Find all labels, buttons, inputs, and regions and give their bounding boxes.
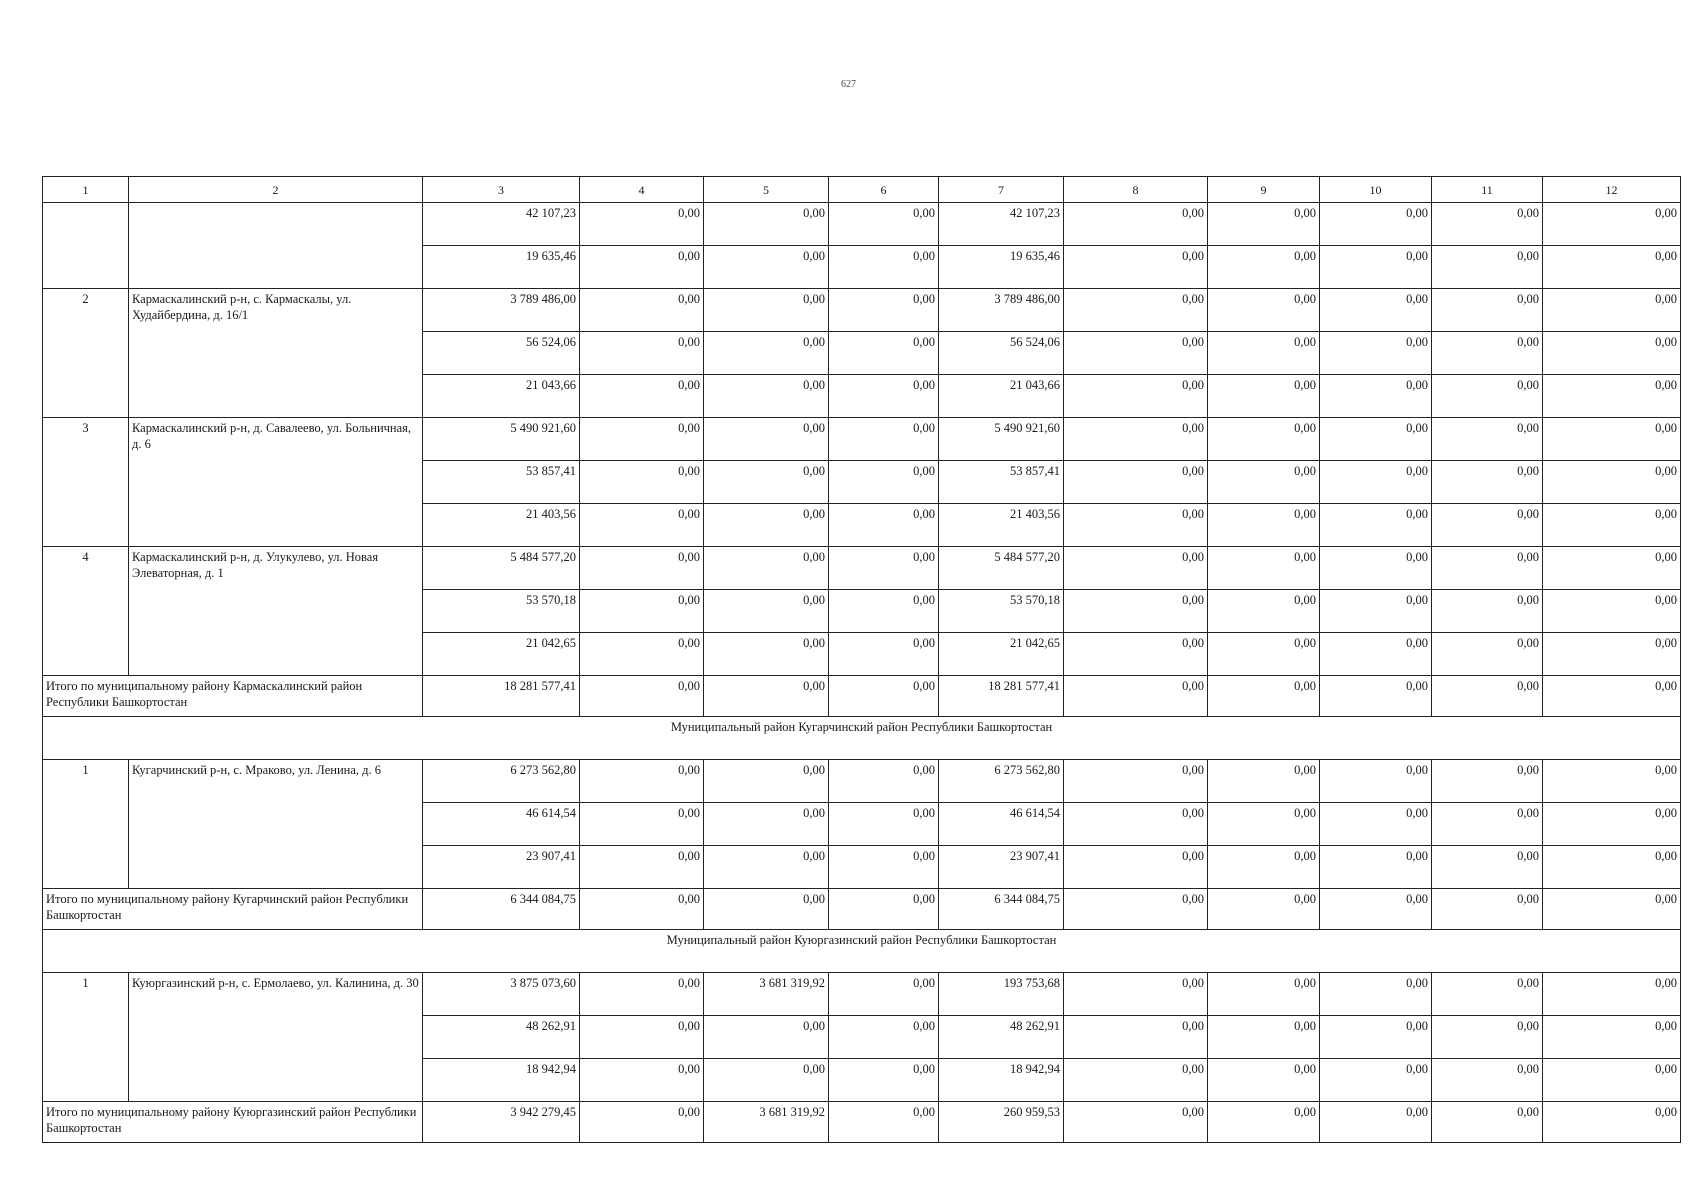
value-cell: 0,00 [580, 1016, 704, 1059]
value-cell: 19 635,46 [939, 246, 1064, 289]
value-cell: 0,00 [1432, 760, 1543, 803]
total-value-cell: 0,00 [1432, 889, 1543, 930]
value-cell: 0,00 [1208, 547, 1320, 590]
value-cell: 56 524,06 [939, 332, 1064, 375]
total-value-cell: 0,00 [1064, 889, 1208, 930]
value-cell: 21 042,65 [939, 633, 1064, 676]
value-cell: 0,00 [829, 375, 939, 418]
value-cell: 0,00 [829, 1059, 939, 1102]
value-cell: 0,00 [1320, 203, 1432, 246]
value-cell: 0,00 [829, 504, 939, 547]
value-cell: 0,00 [1432, 1059, 1543, 1102]
column-header: 11 [1432, 177, 1543, 203]
column-header: 7 [939, 177, 1064, 203]
value-cell: 0,00 [1064, 590, 1208, 633]
value-cell: 193 753,68 [939, 973, 1064, 1016]
value-cell: 0,00 [1320, 633, 1432, 676]
total-value-cell: 0,00 [1543, 1102, 1681, 1143]
total-value-cell: 0,00 [1543, 889, 1681, 930]
value-cell: 0,00 [1064, 547, 1208, 590]
value-cell: 0,00 [1208, 203, 1320, 246]
value-cell: 0,00 [704, 246, 829, 289]
value-cell: 0,00 [1064, 289, 1208, 332]
value-cell: 48 262,91 [423, 1016, 580, 1059]
value-cell: 0,00 [1064, 246, 1208, 289]
value-cell: 0,00 [704, 846, 829, 889]
table-row [43, 203, 1681, 246]
value-cell: 53 570,18 [939, 590, 1064, 633]
value-cell: 0,00 [829, 332, 939, 375]
value-cell: 0,00 [704, 547, 829, 590]
table-row [43, 547, 1681, 590]
total-value-cell: 3 681 319,92 [704, 1102, 829, 1143]
value-cell: 0,00 [1208, 973, 1320, 1016]
value-cell: 0,00 [829, 418, 939, 461]
value-cell: 0,00 [1432, 973, 1543, 1016]
value-cell: 0,00 [829, 547, 939, 590]
value-cell: 0,00 [704, 590, 829, 633]
column-header: 12 [1543, 177, 1681, 203]
value-cell: 0,00 [1064, 633, 1208, 676]
total-row [43, 676, 1681, 717]
value-cell: 0,00 [1432, 246, 1543, 289]
value-cell: 0,00 [1064, 846, 1208, 889]
value-cell: 0,00 [1064, 1016, 1208, 1059]
address-cell: Кармаскалинский р-н, д. Улукулево, ул. Новая Элеваторная, д. 1 [129, 547, 423, 676]
total-value-cell: 0,00 [704, 676, 829, 717]
value-cell: 0,00 [1543, 289, 1681, 332]
value-cell: 0,00 [1064, 973, 1208, 1016]
value-cell: 3 789 486,00 [939, 289, 1064, 332]
value-cell: 0,00 [704, 504, 829, 547]
value-cell: 0,00 [829, 203, 939, 246]
value-cell: 23 907,41 [423, 846, 580, 889]
section-heading-row [43, 717, 1681, 760]
value-cell: 0,00 [1064, 418, 1208, 461]
total-row [43, 889, 1681, 930]
value-cell: 0,00 [704, 633, 829, 676]
value-cell: 0,00 [1208, 246, 1320, 289]
value-cell: 0,00 [1432, 504, 1543, 547]
value-cell: 46 614,54 [423, 803, 580, 846]
total-value-cell: 0,00 [1064, 676, 1208, 717]
value-cell: 0,00 [580, 590, 704, 633]
value-cell: 0,00 [1320, 547, 1432, 590]
total-label: Итого по муниципальному району Кармаскалинский район Республики Башкортостан [43, 676, 423, 717]
total-value-cell: 0,00 [704, 889, 829, 930]
value-cell: 0,00 [580, 760, 704, 803]
value-cell: 0,00 [829, 461, 939, 504]
value-cell: 0,00 [1320, 1016, 1432, 1059]
value-cell: 5 490 921,60 [939, 418, 1064, 461]
total-value-cell: 0,00 [829, 889, 939, 930]
total-value-cell: 6 344 084,75 [423, 889, 580, 930]
value-cell: 0,00 [580, 633, 704, 676]
value-cell: 0,00 [1320, 289, 1432, 332]
value-cell: 19 635,46 [423, 246, 580, 289]
value-cell: 0,00 [829, 760, 939, 803]
total-value-cell: 0,00 [1320, 889, 1432, 930]
total-label: Итого по муниципальному району Кугарчинский район Республики Башкортостан [43, 889, 423, 930]
total-label: Итого по муниципальному району Куюргазинский район Республики Башкортостан [43, 1102, 423, 1143]
value-cell: 0,00 [1208, 504, 1320, 547]
total-value-cell: 3 942 279,45 [423, 1102, 580, 1143]
value-cell: 0,00 [1064, 461, 1208, 504]
value-cell: 53 857,41 [939, 461, 1064, 504]
value-cell: 0,00 [1432, 633, 1543, 676]
value-cell: 3 681 319,92 [704, 973, 829, 1016]
value-cell: 0,00 [580, 803, 704, 846]
total-value-cell: 0,00 [829, 676, 939, 717]
value-cell: 0,00 [1543, 461, 1681, 504]
total-value-cell: 0,00 [1543, 676, 1681, 717]
total-value-cell: 18 281 577,41 [423, 676, 580, 717]
value-cell: 0,00 [704, 760, 829, 803]
value-cell: 0,00 [829, 846, 939, 889]
value-cell: 0,00 [1208, 375, 1320, 418]
total-value-cell: 0,00 [1208, 1102, 1320, 1143]
value-cell: 0,00 [1432, 375, 1543, 418]
value-cell: 0,00 [1543, 973, 1681, 1016]
column-header: 3 [423, 177, 580, 203]
value-cell: 0,00 [1320, 332, 1432, 375]
column-header-row [43, 177, 1681, 203]
value-cell: 0,00 [1543, 803, 1681, 846]
value-cell: 0,00 [1432, 332, 1543, 375]
value-cell: 0,00 [1208, 1016, 1320, 1059]
total-row [43, 1102, 1681, 1143]
value-cell: 0,00 [1208, 633, 1320, 676]
address-cell [129, 203, 423, 289]
address-cell: Кугарчинский р-н, с. Мраково, ул. Ленина, д. 6 [129, 760, 423, 889]
value-cell: 0,00 [1543, 590, 1681, 633]
value-cell: 0,00 [580, 375, 704, 418]
value-cell: 0,00 [704, 1059, 829, 1102]
value-cell: 0,00 [1320, 760, 1432, 803]
value-cell: 0,00 [1208, 590, 1320, 633]
row-index-cell: 1 [43, 973, 129, 1102]
total-value-cell: 0,00 [829, 1102, 939, 1143]
value-cell: 0,00 [580, 547, 704, 590]
section-heading-row [43, 930, 1681, 973]
column-header: 6 [829, 177, 939, 203]
value-cell: 21 403,56 [423, 504, 580, 547]
value-cell: 0,00 [1432, 547, 1543, 590]
value-cell: 0,00 [1320, 418, 1432, 461]
total-value-cell: 0,00 [1432, 676, 1543, 717]
value-cell: 21 043,66 [423, 375, 580, 418]
value-cell: 0,00 [704, 203, 829, 246]
value-cell: 0,00 [1064, 803, 1208, 846]
table-row [43, 418, 1681, 461]
total-value-cell: 0,00 [1432, 1102, 1543, 1143]
value-cell: 0,00 [1432, 418, 1543, 461]
value-cell: 0,00 [829, 633, 939, 676]
row-index-cell: 4 [43, 547, 129, 676]
value-cell: 0,00 [1064, 203, 1208, 246]
value-cell: 0,00 [1543, 246, 1681, 289]
table-body [43, 177, 1681, 1143]
total-value-cell: 0,00 [580, 676, 704, 717]
value-cell: 5 484 577,20 [939, 547, 1064, 590]
row-index-cell: 3 [43, 418, 129, 547]
value-cell: 18 942,94 [939, 1059, 1064, 1102]
value-cell: 0,00 [1543, 332, 1681, 375]
value-cell: 21 043,66 [939, 375, 1064, 418]
value-cell: 23 907,41 [939, 846, 1064, 889]
table-row [43, 973, 1681, 1016]
value-cell: 0,00 [1064, 332, 1208, 375]
value-cell: 0,00 [1208, 846, 1320, 889]
address-cell: Куюргазинский р-н, с. Ермолаево, ул. Калинина, д. 30 [129, 973, 423, 1102]
value-cell: 0,00 [1543, 547, 1681, 590]
value-cell: 0,00 [1208, 332, 1320, 375]
value-cell: 0,00 [580, 461, 704, 504]
value-cell: 5 490 921,60 [423, 418, 580, 461]
total-value-cell: 0,00 [1208, 676, 1320, 717]
value-cell: 5 484 577,20 [423, 547, 580, 590]
value-cell: 18 942,94 [423, 1059, 580, 1102]
value-cell: 0,00 [1064, 375, 1208, 418]
value-cell: 48 262,91 [939, 1016, 1064, 1059]
value-cell: 0,00 [580, 289, 704, 332]
value-cell: 0,00 [580, 246, 704, 289]
value-cell: 0,00 [704, 418, 829, 461]
value-cell: 0,00 [704, 803, 829, 846]
value-cell: 0,00 [704, 375, 829, 418]
value-cell: 0,00 [1543, 760, 1681, 803]
value-cell: 0,00 [829, 803, 939, 846]
section-title: Муниципальный район Кугарчинский район Республики Башкортостан [43, 717, 1681, 760]
row-index-cell: 1 [43, 760, 129, 889]
value-cell: 0,00 [580, 203, 704, 246]
value-cell: 0,00 [829, 590, 939, 633]
value-cell: 0,00 [1320, 590, 1432, 633]
column-header: 2 [129, 177, 423, 203]
value-cell: 0,00 [1543, 375, 1681, 418]
value-cell: 0,00 [1543, 1016, 1681, 1059]
value-cell: 0,00 [1320, 461, 1432, 504]
value-cell: 0,00 [580, 332, 704, 375]
value-cell: 6 273 562,80 [939, 760, 1064, 803]
value-cell: 53 857,41 [423, 461, 580, 504]
value-cell: 0,00 [829, 289, 939, 332]
total-value-cell: 0,00 [1064, 1102, 1208, 1143]
value-cell: 0,00 [1432, 590, 1543, 633]
value-cell: 0,00 [1432, 461, 1543, 504]
value-cell: 0,00 [1208, 1059, 1320, 1102]
value-cell: 0,00 [1543, 633, 1681, 676]
value-cell: 46 614,54 [939, 803, 1064, 846]
value-cell: 0,00 [1543, 203, 1681, 246]
total-value-cell: 0,00 [1208, 889, 1320, 930]
address-cell: Кармаскалинский р-н, д. Савалеево, ул. Больничная, д. 6 [129, 418, 423, 547]
value-cell: 0,00 [1432, 1016, 1543, 1059]
value-cell: 21 403,56 [939, 504, 1064, 547]
value-cell: 0,00 [829, 1016, 939, 1059]
value-cell: 21 042,65 [423, 633, 580, 676]
value-cell: 0,00 [1432, 203, 1543, 246]
value-cell: 0,00 [1543, 846, 1681, 889]
total-value-cell: 0,00 [580, 1102, 704, 1143]
value-cell: 53 570,18 [423, 590, 580, 633]
value-cell: 0,00 [1064, 1059, 1208, 1102]
value-cell: 42 107,23 [939, 203, 1064, 246]
value-cell: 0,00 [1432, 803, 1543, 846]
value-cell: 0,00 [829, 973, 939, 1016]
value-cell: 6 273 562,80 [423, 760, 580, 803]
total-value-cell: 18 281 577,41 [939, 676, 1064, 717]
value-cell: 0,00 [1543, 1059, 1681, 1102]
value-cell: 0,00 [1432, 846, 1543, 889]
value-cell: 0,00 [1208, 803, 1320, 846]
total-value-cell: 0,00 [1320, 1102, 1432, 1143]
value-cell: 3 789 486,00 [423, 289, 580, 332]
value-cell: 0,00 [1320, 846, 1432, 889]
value-cell: 0,00 [1320, 973, 1432, 1016]
value-cell: 0,00 [829, 246, 939, 289]
total-value-cell: 6 344 084,75 [939, 889, 1064, 930]
value-cell: 0,00 [1064, 760, 1208, 803]
value-cell: 3 875 073,60 [423, 973, 580, 1016]
column-header: 1 [43, 177, 129, 203]
value-cell: 0,00 [704, 289, 829, 332]
value-cell: 0,00 [1543, 504, 1681, 547]
value-cell: 0,00 [1320, 246, 1432, 289]
value-cell: 0,00 [1543, 418, 1681, 461]
value-cell: 42 107,23 [423, 203, 580, 246]
value-cell: 0,00 [1208, 418, 1320, 461]
column-header: 8 [1064, 177, 1208, 203]
value-cell: 0,00 [704, 461, 829, 504]
total-value-cell: 0,00 [580, 889, 704, 930]
value-cell: 0,00 [580, 846, 704, 889]
value-cell: 0,00 [1320, 375, 1432, 418]
value-cell: 0,00 [1320, 803, 1432, 846]
value-cell: 0,00 [1320, 504, 1432, 547]
value-cell: 0,00 [1432, 289, 1543, 332]
value-cell: 0,00 [1208, 760, 1320, 803]
page-number: 627 [841, 79, 856, 90]
total-value-cell: 260 959,53 [939, 1102, 1064, 1143]
column-header: 10 [1320, 177, 1432, 203]
address-cell: Кармаскалинский р-н, с. Кармаскалы, ул. Худайбердина, д. 16/1 [129, 289, 423, 418]
column-header: 5 [704, 177, 829, 203]
row-index-cell [43, 203, 129, 289]
value-cell: 0,00 [1208, 461, 1320, 504]
table-row [43, 760, 1681, 803]
value-cell: 0,00 [580, 1059, 704, 1102]
value-cell: 0,00 [704, 1016, 829, 1059]
value-cell: 0,00 [704, 332, 829, 375]
value-cell: 0,00 [580, 973, 704, 1016]
value-cell: 0,00 [580, 418, 704, 461]
value-cell: 0,00 [1208, 289, 1320, 332]
column-header: 9 [1208, 177, 1320, 203]
column-header: 4 [580, 177, 704, 203]
value-cell: 0,00 [1320, 1059, 1432, 1102]
value-cell: 0,00 [1064, 504, 1208, 547]
value-cell: 56 524,06 [423, 332, 580, 375]
section-title: Муниципальный район Куюргазинский район Республики Башкортостан [43, 930, 1681, 973]
data-table [42, 176, 1681, 1143]
row-index-cell: 2 [43, 289, 129, 418]
value-cell: 0,00 [580, 504, 704, 547]
table-row [43, 289, 1681, 332]
total-value-cell: 0,00 [1320, 676, 1432, 717]
